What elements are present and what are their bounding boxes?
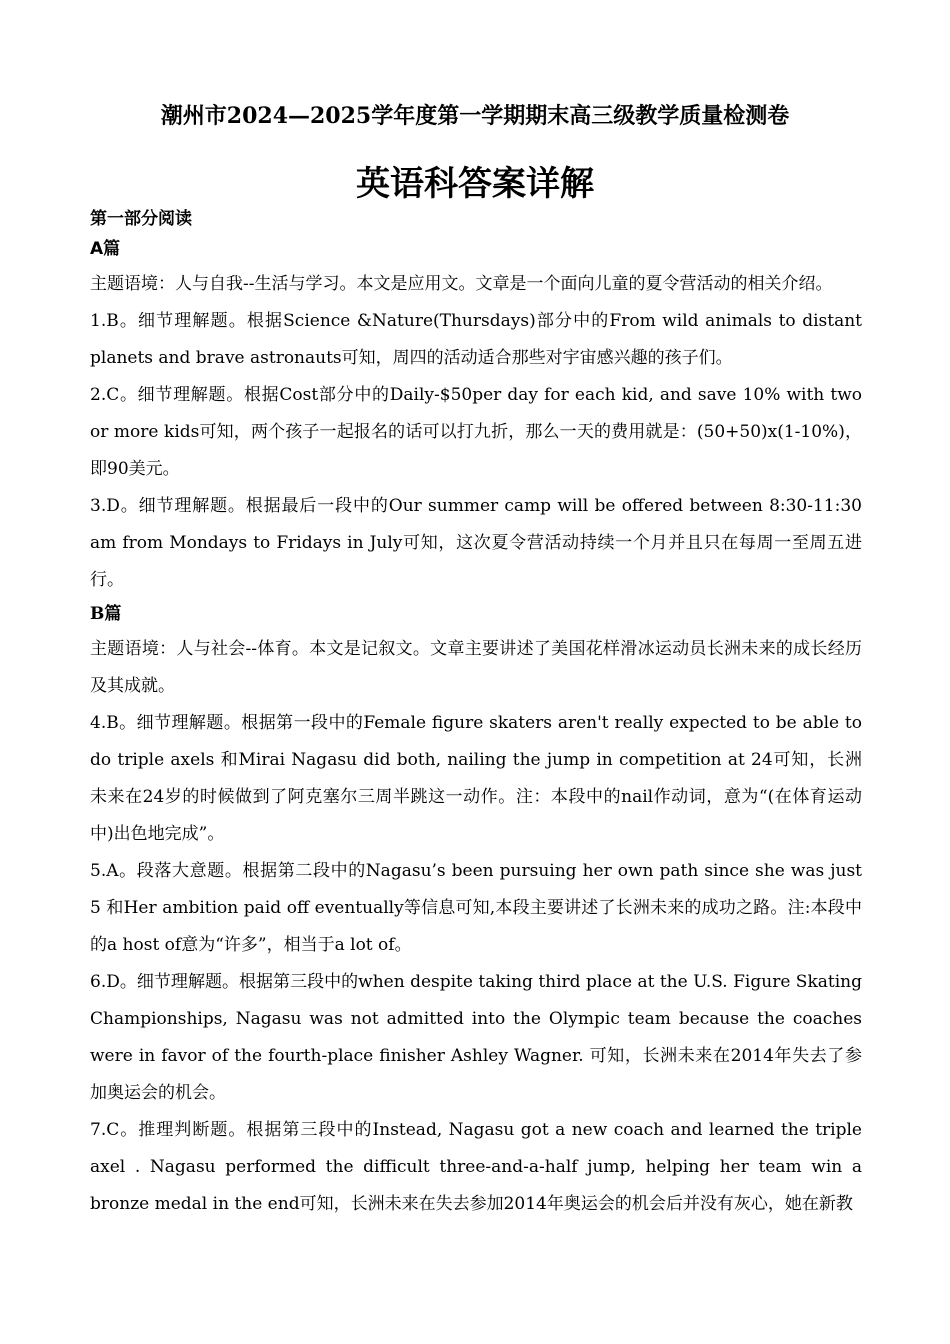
part1-heading: 第一部分阅读 (90, 209, 192, 229)
answer-q6: 6.D。细节理解题。根据第三段中的when despite taking third place at the U.S. Figure Skating Championships, Nagasu was not admitted into the Olympic team because the coaches were in favor of the fourth-place finisher Ashley Wagner. 可知，长洲未来在2014年失去了参加奥运会的机会。 (90, 972, 862, 1103)
section-b-topic: 主题语境：人与社会--体育。本文是记叙文。文章主要讲述了美国花样滑冰运动员长洲未来的成长经历及其成就。 (90, 639, 862, 696)
document-body (90, 204, 862, 1223)
answer-q3: 3.D。细节理解题。根据最后一段中的Our summer camp will be offered between 8:30-11:30 am from Mondays to Fridays in July可知，这次夏令营活动持续一个月并且只在每周一至周五进行。 (90, 496, 862, 590)
answer-q4: 4.B。细节理解题。根据第一段中的Female figure skaters aren't really expected to be able to do triple axels 和Mirai Nagasu did both, nailing the jump in competition at 24可知，长洲未来在24岁的时候做到了阿克塞尔三周半跳这一动作。注：本段中的nail作动词，意为“(在体育运动中)出色地完成”。 (90, 713, 862, 844)
section-a-topic: 主题语境：人与自我--生活与学习。本文是应用文。文章是一个面向儿童的夏令营活动的相关介绍。 (90, 274, 833, 294)
answer-q5-main: 5.A。段落大意题。根据第二段中的Nagasu’s been pursuing her own path since she was just 5 和Her ambition paid off eventually等信息可知,本段主要讲述了长洲未来的成功之路。 (90, 861, 862, 918)
document-main-title: 英语科答案详解 (356, 164, 594, 204)
answer-q7: 7.C。推理判断题。根据第三段中的Instead, Nagasu got a new coach and learned the triple axel . Nagasu performed the difficult three-and-a-half jump, helping her team win a bronze medal in the end可知，长洲未来在失去参加2014年奥运会的机会后并没有灰心，她在新教 (90, 1120, 862, 1214)
answer-q5-note: 注:本段中的a host of意为“许多”，相当于a lot of。 (90, 898, 862, 955)
section-a-heading: A篇 (90, 239, 121, 259)
document-header-title: 潮州市2024—2025学年度第一学期期末高三级教学质量检测卷 (160, 103, 790, 129)
section-b-heading: B篇 (90, 604, 122, 624)
answer-q1: 1.B。细节理解题。根据Science &Nature(Thursdays)部分中的From wild animals to distant planets and brave astronauts可知，周四的活动适合那些对宇宙感兴趣的孩子们。 (90, 311, 862, 368)
answer-q2: 2.C。细节理解题。根据Cost部分中的Daily-$50per day for each kid, and save 10% with two or more kids可知，两个孩子一起报名的话可以打九折，那么一天的费用就是：(50+50)x(1-10%)，即90美元。 (90, 385, 862, 479)
answer-q5 (90, 853, 862, 964)
